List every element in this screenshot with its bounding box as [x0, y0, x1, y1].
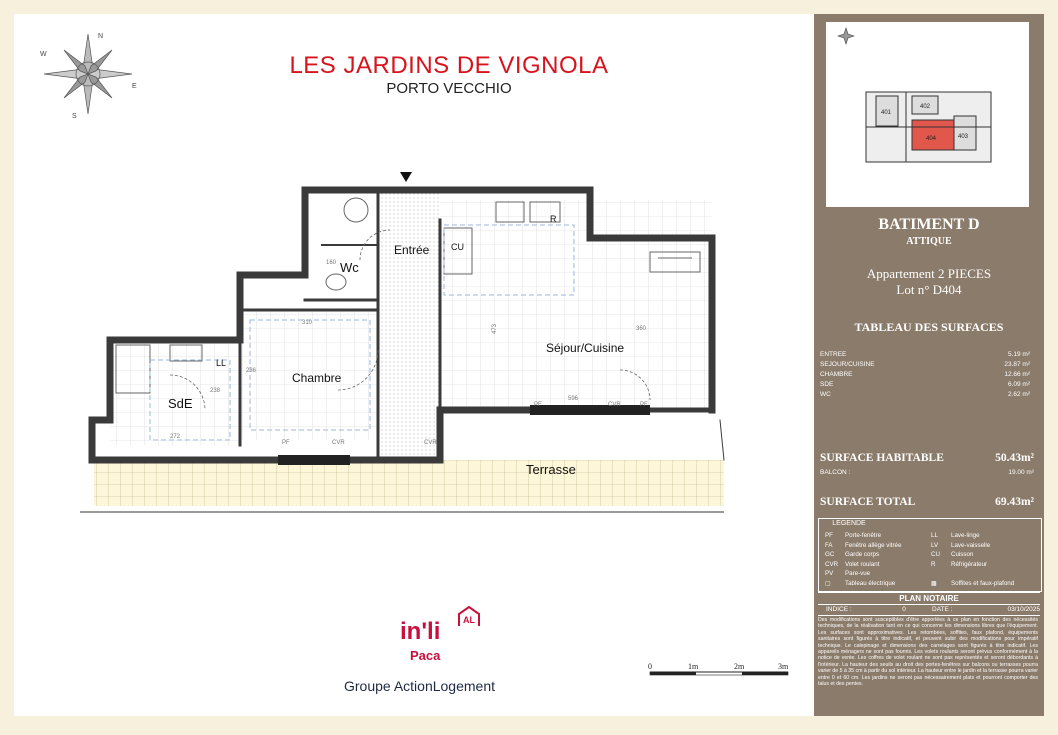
logo-region: Paca	[410, 648, 441, 663]
key-plan	[826, 22, 1029, 207]
living-floor	[440, 200, 712, 410]
compass-north: N	[98, 33, 104, 40]
keyplan-lot-404: 404	[926, 136, 937, 142]
logo-group: Groupe ActionLogement	[344, 678, 495, 694]
compass-east: E	[132, 83, 137, 90]
dim-238: 238	[210, 388, 221, 394]
apartment-type: Appartement 2 PIECES	[866, 266, 992, 281]
surfaces-table	[820, 350, 1030, 400]
marker-pf3: PF	[282, 440, 290, 446]
logo-mark-icon	[456, 604, 482, 630]
scale-bar	[640, 660, 800, 690]
building-level: ATTIQUE	[906, 236, 952, 247]
legend-title: LEGENDE	[832, 520, 866, 527]
scale-label-0: 0	[648, 662, 652, 671]
inli-logo	[340, 612, 520, 702]
marker-cvr1: CVR	[608, 402, 621, 408]
surfaces-title: TABLEAU DES SURFACES	[854, 320, 1004, 334]
surface-row: WC 2.62 m²	[820, 391, 1030, 398]
surface-row: SDE 6.09 m²	[820, 381, 1030, 388]
surface-row: CHAMBRE 12.66 m²	[820, 371, 1030, 378]
building-name: BATIMENT D	[878, 216, 980, 233]
dim-360: 360	[636, 326, 647, 332]
surface-total: SURFACE TOTAL 69.43m²	[820, 496, 1034, 508]
marker-cvr3: CVR	[424, 440, 437, 446]
apartment-info	[814, 266, 1044, 298]
dim-310: 310	[302, 320, 313, 326]
surface-balcon: BALCON : 19.00 m²	[820, 469, 1034, 476]
compass-rose-icon	[36, 26, 146, 121]
scale-label-3m: 3m	[778, 662, 789, 671]
keyplan-lot-401: 401	[881, 110, 892, 116]
scale-label-2m: 2m	[734, 662, 745, 671]
marker-pf2: PF	[640, 402, 648, 408]
fixture-label-cu: CU	[451, 242, 464, 252]
compass-west: W	[40, 51, 47, 58]
fixture-label-ll: LL	[216, 358, 227, 368]
indice-row: INDICE : 0 DATE : 03/10/2025	[818, 604, 1040, 616]
dim-272: 272	[170, 434, 181, 440]
legend-row: ▢ Tableau électrique ▩ Soffites et faux-plafond	[825, 579, 1015, 587]
surface-row: SEJOUR/CUISINE 23.87 m²	[820, 361, 1030, 368]
legend-row: GC Garde corps CU Cuisson	[825, 551, 974, 558]
dim-596: 596	[568, 396, 579, 402]
room-label-sejour: Séjour/Cuisine	[546, 341, 625, 355]
room-label-sde: SdE	[168, 396, 193, 411]
room-label-wc: Wc	[340, 260, 359, 275]
lot-number: Lot n° D404	[896, 282, 962, 297]
compass-south: S	[72, 113, 77, 120]
legend-row: PV Pare-vue	[825, 570, 871, 577]
entrance-arrow-icon	[400, 172, 412, 182]
project-location: PORTO VECCHIO	[386, 80, 512, 97]
surface-row: ENTREE 5.19 m²	[820, 351, 1030, 358]
keyplan-lot-403: 403	[958, 134, 969, 140]
logo-brand: in'li	[400, 618, 441, 645]
dim-473: 473	[492, 323, 498, 334]
legend-row: FA Fenêtre allège vitrée LV Lave-vaisselle	[825, 541, 991, 549]
plan-notaire: PLAN NOTAIRE	[818, 592, 1040, 603]
room-label-chambre: Chambre	[292, 371, 342, 385]
electric-panel-icon: ▢	[825, 579, 831, 587]
legend-row: PF Porte-fenêtre LL Lave-linge	[825, 532, 980, 539]
marker-cvr2: CVR	[332, 440, 345, 446]
compass-small-icon	[838, 28, 854, 44]
lot-404-highlight	[912, 120, 954, 150]
marker-pf1: PF	[534, 402, 542, 408]
soffit-icon: ▩	[931, 579, 937, 587]
floor-plan	[60, 160, 740, 530]
scale-label-1m: 1m	[688, 662, 699, 671]
keyplan-lot-402: 402	[920, 104, 931, 110]
room-label-entree: Entrée	[394, 243, 430, 257]
fixture-label-r: R	[550, 214, 557, 224]
surface-habitable: SURFACE HABITABLE 50.43m²	[820, 452, 1034, 464]
disclaimer-text: Des modifications sont susceptibles d'être apportées à ce plan en fonction des nécessités techniques, de la réalisation tant en ce qui concerne les dimensions libres que l'équipement. Les surfaces sont approximatives. Les retombées, soffites, faux plafond, équipements sanitaires sont figurés à titre indicatif, et peuvent subir des modifications pour impératif technique. Le calepinage et dimensions des carrelages sont figurés à titre indicatif. Les appareils ménagers ne sont pas fournis. Les volets roulants seront prévus conformément à la notice de vente. Les coffres de volet roulant ne sont pas représentés et seront débordants à l'intérieur. La hauteur des seuils au droit des portes-fenêtres sur balcons ou terrasses pourra varier de 5 à 35 cm à partir du sol intérieur. La hauteur entre le jardin et la terrasse pourra varier entre 0 et 60 cm. Les jardins ne seront pas nécessairement plats et pourront comporter des talus et des pentes.	[818, 617, 1039, 688]
legend-row: CVR Volet roulant R Réfrigérateur	[825, 560, 988, 568]
dim-236: 236	[246, 368, 257, 374]
cartouche-sidebar	[814, 14, 1044, 716]
dim-160: 160	[326, 260, 337, 266]
room-label-terrasse: Terrasse	[526, 462, 576, 477]
project-title: LES JARDINS DE VIGNOLA	[289, 52, 609, 79]
svg-text:AL: AL	[463, 615, 475, 625]
legend	[818, 518, 1042, 592]
entry-floor	[378, 190, 440, 460]
